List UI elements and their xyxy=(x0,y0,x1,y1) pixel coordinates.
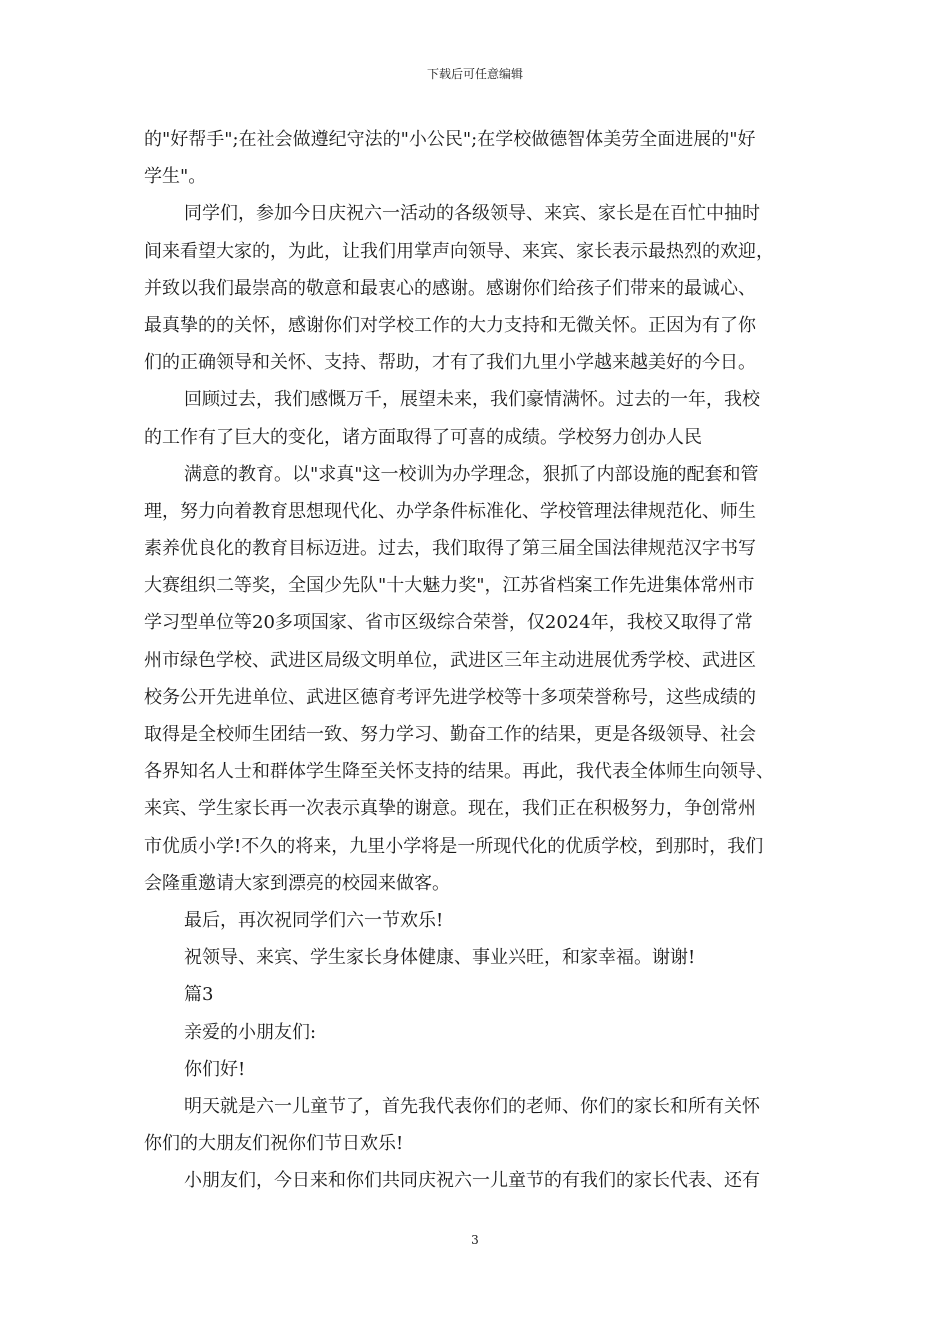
text-line: 同学们，参加今日庆祝六一活动的各级领导、来宾、家长是在百忙中抽时 xyxy=(184,203,760,225)
text-line: 篇3 xyxy=(184,984,214,1006)
text-line: 最真挚的的关怀，感谢你们对学校工作的大力支持和无微关怀。正因为有了你 xyxy=(144,314,756,336)
text-line: 素养优良化的教育目标迈进。过去，我们取得了第三届全国法律规范汉字书写 xyxy=(144,538,756,560)
text-line: 取得是全校师生团结一致、努力学习、勤奋工作的结果，更是各级领导、社会 xyxy=(144,724,756,745)
text-line: 亲爱的小朋友们: xyxy=(184,1021,317,1043)
text-line: 们的正确领导和关怀、支持、帮助，才有了我们九里小学越来越美好的今日。 xyxy=(144,352,756,374)
text-line: 市优质小学!不久的将来，九里小学将是一所现代化的优质学校，到那时，我们 xyxy=(144,835,764,857)
text-line: 并致以我们最崇高的敬意和最衷心的感谢。感谢你们给孩子们带来的最诚心、 xyxy=(144,277,756,299)
text-line: 回顾过去，我们感慨万千，展望未来，我们豪情满怀。过去的一年，我校 xyxy=(184,389,760,411)
text-line: 小朋友们，今日来和你们共同庆祝六一儿童节的有我们的家长代表、还有 xyxy=(184,1170,760,1192)
text-line: 祝领导、来宾、学生家长身体健康、事业兴旺，和家幸福。谢谢! xyxy=(184,947,696,969)
document-body xyxy=(144,121,808,1199)
text-line: 州市绿色学校、武进区局级文明单位，武进区三年主动进展优秀学校、武进区 xyxy=(144,649,756,671)
text-line: 间来看望大家的，为此，让我们用掌声向领导、来宾、家长表示最热烈的欢迎， xyxy=(144,240,774,262)
page-header: 下载后可任意编辑 xyxy=(426,67,523,81)
page-number: 3 xyxy=(471,1233,479,1247)
text-line: 各界知名人士和群体学生降至关怀支持的结果。再此，我代表全体师生向领导、 xyxy=(144,761,774,783)
text-line: 大赛组织二等奖，全国少先队"十大魅力奖"，江苏省档案工作先进集体常州市 xyxy=(144,575,755,597)
text-line: 的"好帮手";在社会做遵纪守法的"小公民";在学校做德智体美劳全面进展的"好 xyxy=(144,129,756,150)
text-line: 理，努力向着教育思想现代化、办学条件标准化、学校管理法律规范化、师生 xyxy=(144,500,756,522)
text-line: 校务公开先进单位、武进区德育考评先进学校等十多项荣誉称号，这些成绩的 xyxy=(144,686,756,708)
text-line: 你们的大朋友们祝你们节日欢乐! xyxy=(144,1133,404,1155)
text-line: 来宾、学生家长再一次表示真挚的谢意。现在，我们正在积极努力，争创常州 xyxy=(144,798,756,820)
text-line: 会隆重邀请大家到漂亮的校园来做客。 xyxy=(144,872,450,894)
text-line: 最后，再次祝同学们六一节欢乐! xyxy=(184,909,444,931)
text-line: 学生"。 xyxy=(144,166,207,188)
text-line: 的工作有了巨大的变化，诸方面取得了可喜的成绩。学校努力创办人民 xyxy=(144,426,702,448)
text-line: 学习型单位等20多项国家、省市区级综合荣誉，仅2024年，我校又取得了常 xyxy=(144,612,753,634)
text-line: 满意的教育。以"求真"这一校训为办学理念，狠抓了内部设施的配套和管 xyxy=(184,463,759,485)
text-line: 明天就是六一儿童节了，首先我代表你们的老师、你们的家长和所有关怀 xyxy=(184,1095,760,1117)
text-line: 你们好! xyxy=(184,1058,246,1080)
